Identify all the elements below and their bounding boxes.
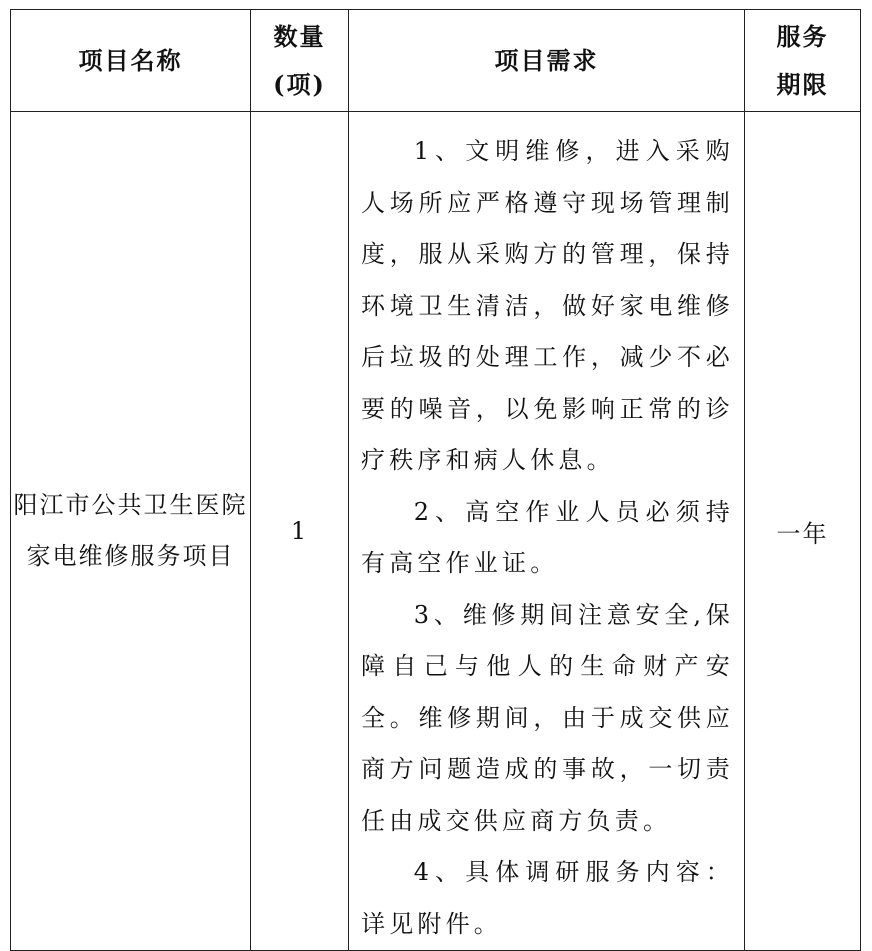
header-project-name: 项目名称 [11, 10, 251, 112]
service-term-cell: 一年 [745, 112, 861, 951]
project-name-cell: 阳江市公共卫生医院家电维修服务项目 [11, 112, 251, 951]
header-row [11, 10, 861, 112]
table-row [11, 112, 861, 951]
requirements-table [10, 9, 861, 951]
requirement-item-1: 1、文明维修，进入采购人场所应严格遵守现场管理制度，服从采购方的管理，保持环境卫生清洁，做好家电维修后垃圾的处理工作，减少不必要的噪音，以免影响正常的诊疗秩序和病人休息。 [361, 137, 734, 474]
header-quantity [251, 10, 349, 112]
requirement-item-3: 3、维修期间注意安全,保障自己与他人的生命财产安全。维修期间，由于成交供应商方问题造成的事故，一切责任由成交供应商方负责。 [361, 600, 734, 835]
header-quantity-label: 数量 [273, 21, 326, 51]
quantity-cell: 1 [251, 112, 349, 951]
requirement-item-4: 4、具体调研服务内容：详见附件。 [361, 858, 734, 938]
header-quantity-unit: (项) [273, 69, 326, 99]
header-requirements: 项目需求 [349, 10, 745, 112]
header-term-line2: 期限 [776, 69, 829, 99]
header-term-line1: 服务 [776, 21, 829, 51]
header-service-term [745, 10, 861, 112]
requirements-cell [349, 112, 745, 951]
requirement-item-2: 2、高空作业人员必须持有高空作业证。 [361, 497, 734, 577]
requirements-text [349, 112, 744, 950]
